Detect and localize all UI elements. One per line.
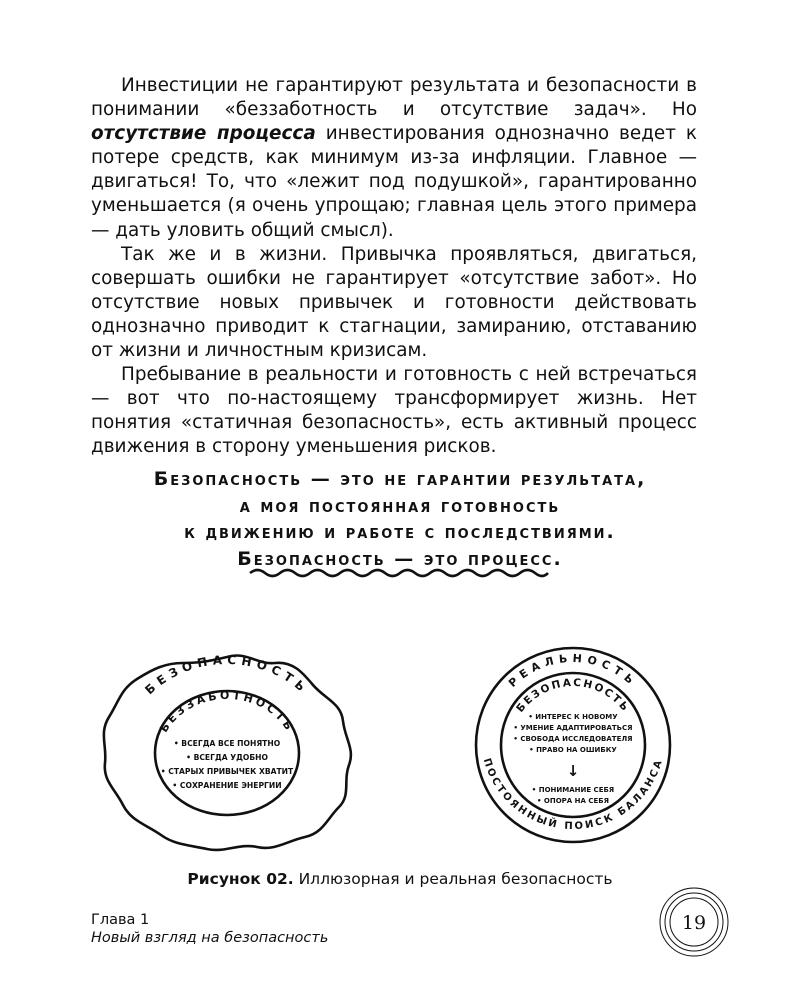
quote-line-2: а моя постоянная готовность (239, 494, 561, 517)
seal-item: • ВСЕГДА УДОБНО (186, 753, 268, 762)
body-text (91, 74, 697, 460)
real-safety-seal (448, 645, 698, 845)
paragraph-1-part-b: инвестирования однозначно ведет к потере средств, как минимум из-за инфляции. Главное — двигаться! То, что «лежит под подушкой», гарантированно уменьшается (я очень упрощаю; главная цель этого примера — дать уловить общий смысл). (91, 123, 697, 241)
seal-item: • ИНТЕРЕС К НОВОМУ (528, 713, 618, 721)
seal-item: • СВОБОДА ИССЛЕДОВАТЕЛЯ (513, 735, 633, 743)
inner-arc-text: БЕЗЗАБОТНОСТЬ (157, 688, 297, 735)
inner-circle (501, 673, 645, 817)
paragraph-3: Пребывание в реальности и готовность с ней встречаться — вот что по-настоящему трансформирует жизнь. Нет понятия «статичная безопасность», есть активный процесс движения в сторону уменьшения рисков. (91, 364, 697, 458)
seal-item: • ОПОРА НА СЕБЯ (536, 797, 610, 805)
caption-text: Иллюзорная и реальная безопасность (293, 870, 613, 888)
caption-label: Рисунок 02. (187, 870, 294, 888)
wavy-underline (248, 565, 550, 581)
illusory-safety-seal (97, 645, 357, 855)
outer-bottom-arc-text: ПОСТОЯННЫЙ ПОИСК БАЛАНСА (480, 757, 666, 833)
paragraph-1 (91, 74, 697, 243)
running-footer (91, 911, 328, 947)
page-number: 19 (681, 912, 707, 934)
chapter-title: Новый взгляд на безопасность (91, 930, 329, 946)
seal-item: • ПРАВО НА ОШИБКУ (529, 746, 617, 754)
seal-item: • ПОНИМАНИЕ СЕБЯ (531, 786, 615, 794)
outer-top-arc-text: РЕАЛЬНОСТЬ (506, 651, 640, 690)
paragraph-1-part-a: Инвестиции не гарантируют результата и безопасности в понимании «беззаботность и отсутствие задач». Но (91, 75, 697, 121)
quote-line-4: Безопасность — это процесс. (237, 547, 563, 570)
chapter-label: Глава 1 (91, 912, 150, 928)
outer-arc-text: БЕЗОПАСНОСТЬ (142, 652, 312, 698)
outer-circle (476, 648, 670, 842)
seal-item: • УМЕНИЕ АДАПТИРОВАТЬСЯ (513, 724, 633, 732)
seal-item: • СОХРАНЕНИЕ ЭНЕРГИИ (172, 781, 282, 790)
paragraph-1-emphasis: отсутствие процесса (91, 123, 316, 145)
down-arrow-icon: ↓ (566, 762, 580, 780)
pull-quote (100, 466, 700, 572)
quote-line-3: к движению и работе с последствиями. (184, 521, 616, 543)
inner-arc-text: БЕЗОПАСНОСТЬ (514, 676, 632, 715)
page-number-badge (658, 886, 730, 958)
paragraph-2: Так же и в жизни. Привычка проявляться, двигаться, совершать ошибки не гарантирует «отсутствие забот». Но отсутствие новых привычек и готовности действовать однозначно приводит к стагнации, замиранию, отставанию от жизни и личностным кризисам. (91, 243, 697, 362)
seal-item: • СТАРЫХ ПРИВЫЧЕК ХВАТИТ (160, 767, 294, 776)
seal-item: • ВСЕГДА ВСЕ ПОНЯТНО (173, 739, 281, 748)
quote-line-1: Безопасность — это не гарантии результата, (153, 468, 647, 490)
